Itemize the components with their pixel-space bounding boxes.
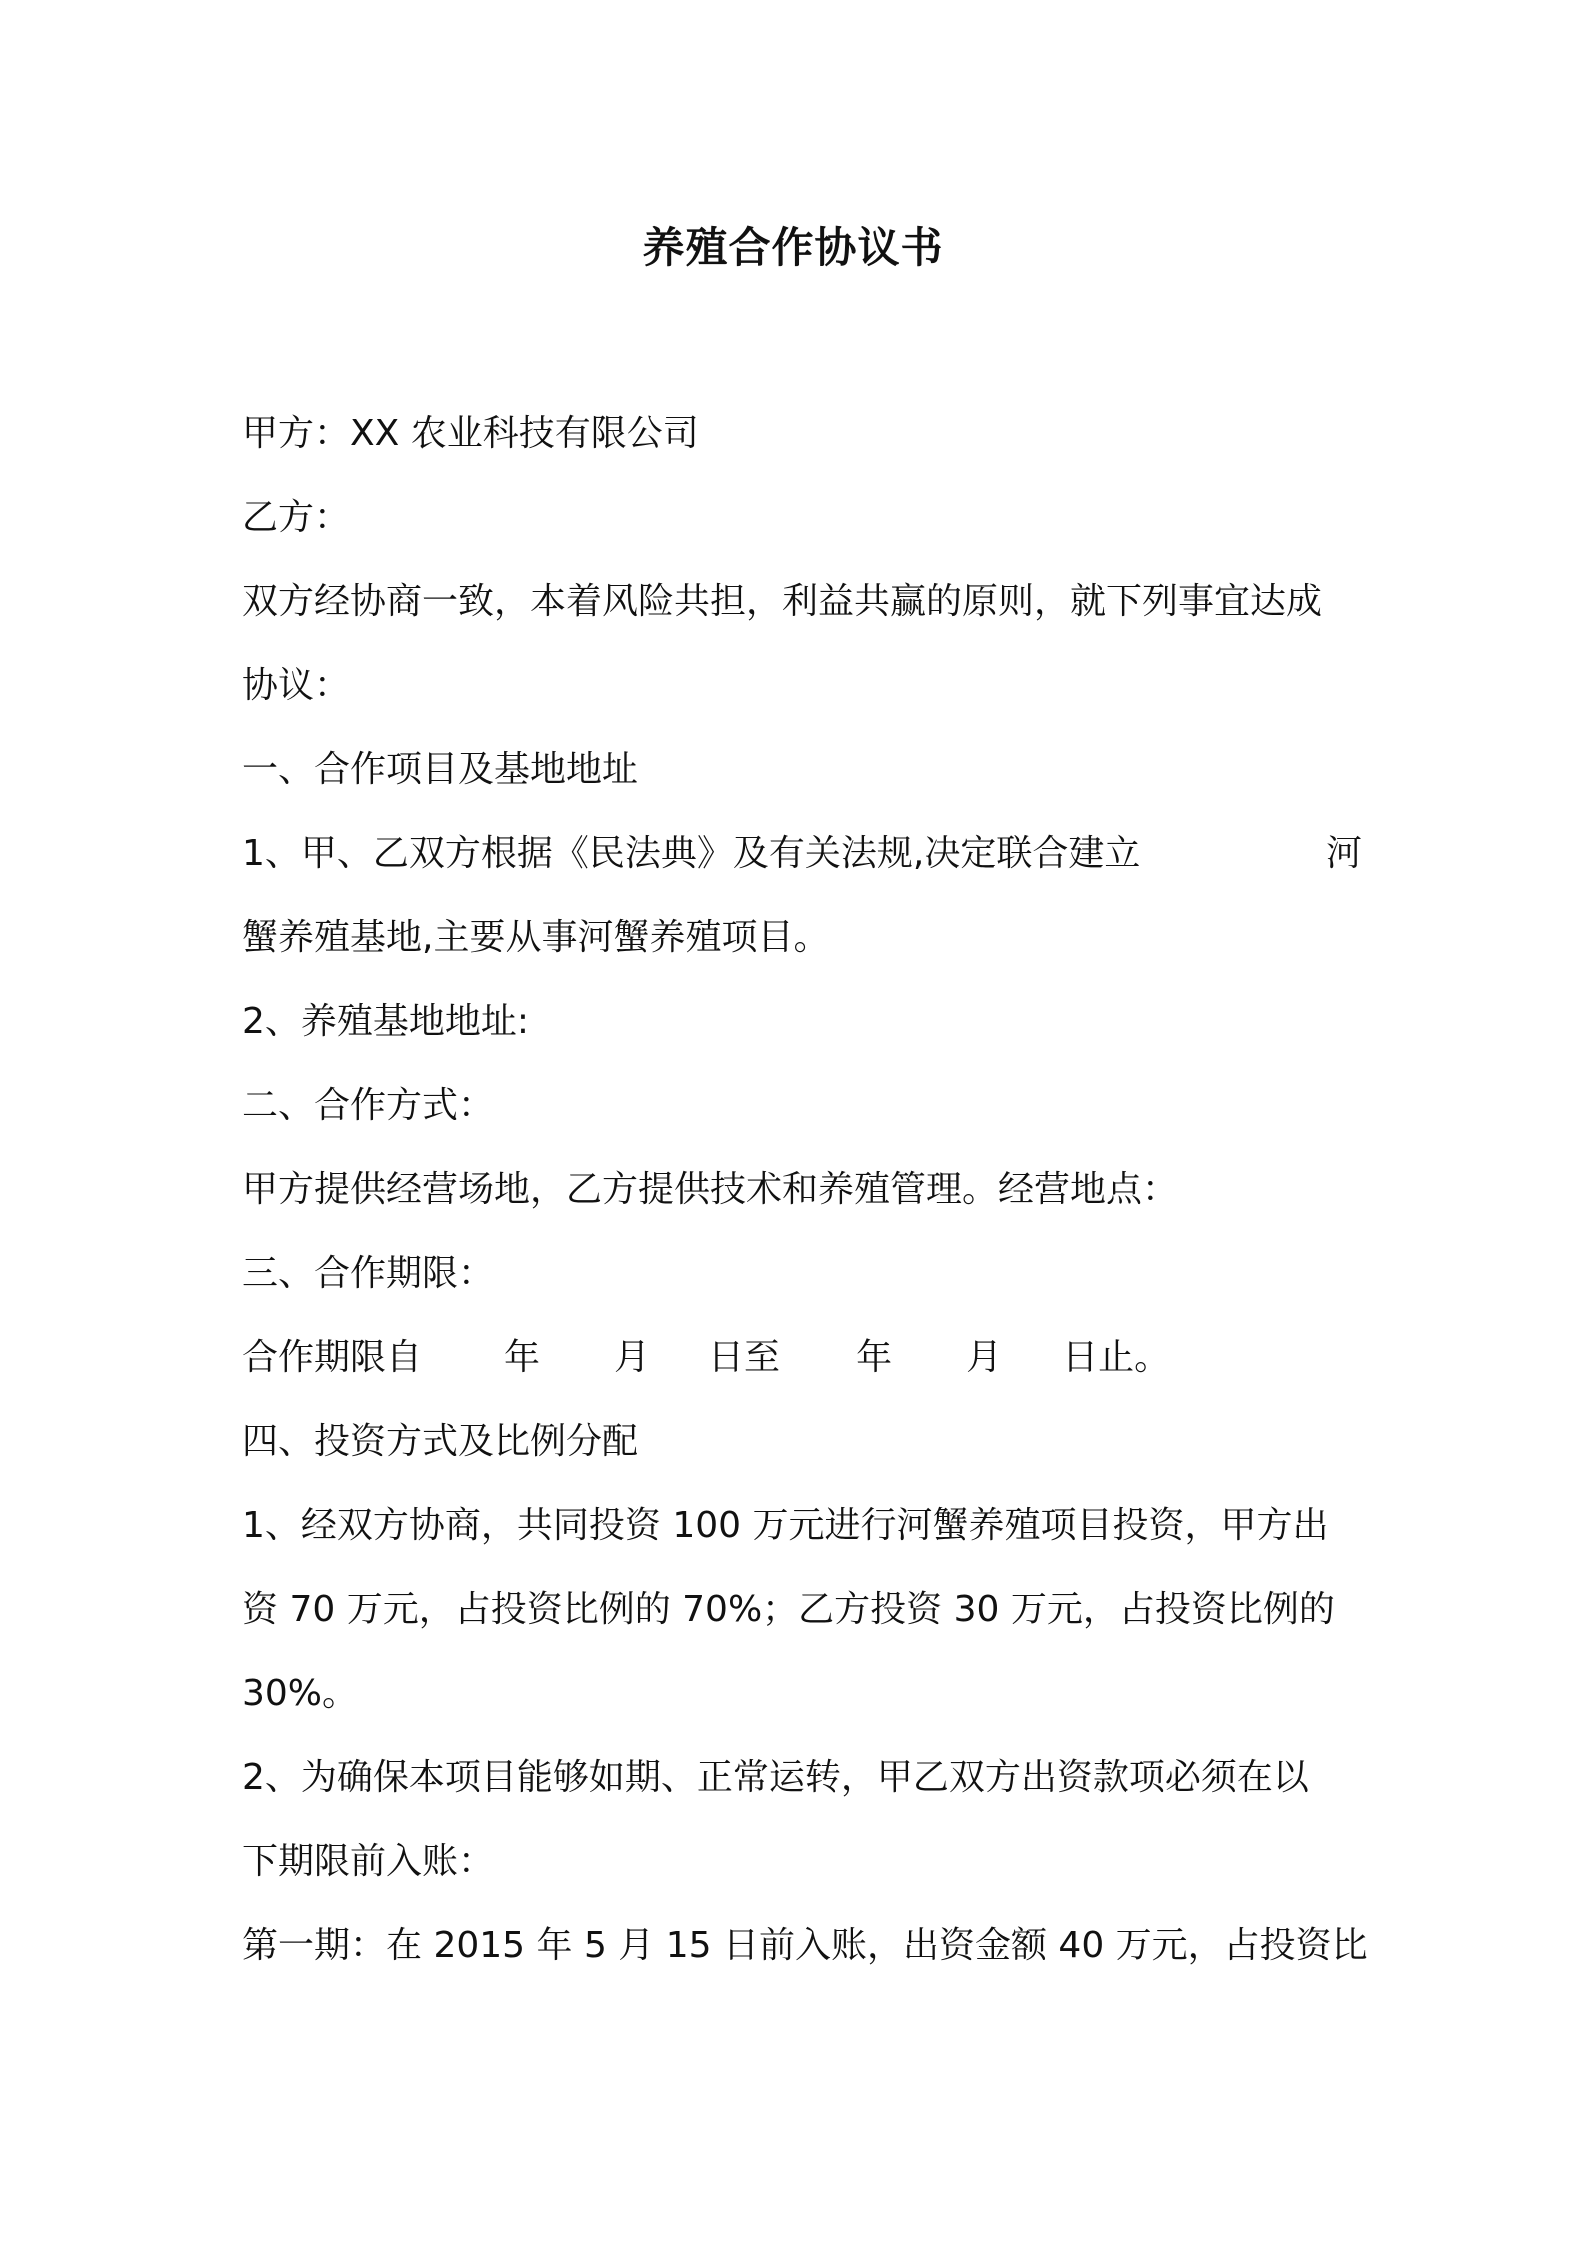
term-prefix: 合作期限自 [242,1337,423,1378]
phase-1-line: 第一期：在 2015 年 5 月 15 日前入账，出资金额 40 万元，占投资比 [242,1925,1368,1966]
section-4-heading: 四、投资方式及比例分配 [242,1421,639,1462]
term-line [242,1332,1362,1384]
section-1-heading: 一、合作项目及基地地址 [242,749,639,790]
clause-1-1-right-text: 河 [1325,833,1362,874]
intro-line-2: 协议： [242,665,351,706]
term-month-1: 月 [614,1337,651,1378]
document-title: 养殖合作协议书 [642,223,944,272]
clause-1-1-left-text: 1、甲、乙双方根据《民法典》及有关法规,决定联合建立 [242,833,1141,874]
term-day-2-end: 日止。 [1062,1337,1171,1378]
party-a-line: 甲方：XX 农业科技有限公司 [242,413,699,454]
clause-1-1-line-2: 蟹养殖基地,主要从事河蟹养殖项目。 [242,917,830,958]
term-day-1-to: 日至 [708,1337,781,1378]
section-3-heading: 三、合作期限： [242,1253,495,1294]
clause-4-1-line-2: 资 70 万元，占投资比例的 70%；乙方投资 30 万元，占投资比例的 [242,1589,1335,1630]
section-2-heading: 二、合作方式： [242,1085,495,1126]
clause-4-1-line-3: 30%。 [242,1673,359,1714]
clause-1-1-line-1 [242,828,1362,880]
intro-line-1: 双方经协商一致，本着风险共担，利益共赢的原则，就下列事宜达成 [242,581,1323,622]
term-year-1: 年 [504,1337,541,1378]
clause-4-2-line-2: 下期限前入账： [242,1841,495,1882]
section-2-body: 甲方提供经营场地，乙方提供技术和养殖管理。经营地点： [242,1169,1179,1210]
clause-4-2-line-1: 2、为确保本项目能够如期、正常运转，甲乙双方出资款项必须在以 [242,1757,1309,1798]
term-year-2: 年 [856,1337,893,1378]
clause-1-2: 2、养殖基地地址: [242,1001,530,1042]
term-month-2: 月 [966,1337,1003,1378]
party-b-line: 乙方： [242,497,351,538]
clause-4-1-line-1: 1、经双方协商，共同投资 100 万元进行河蟹养殖项目投资，甲方出 [242,1505,1329,1546]
